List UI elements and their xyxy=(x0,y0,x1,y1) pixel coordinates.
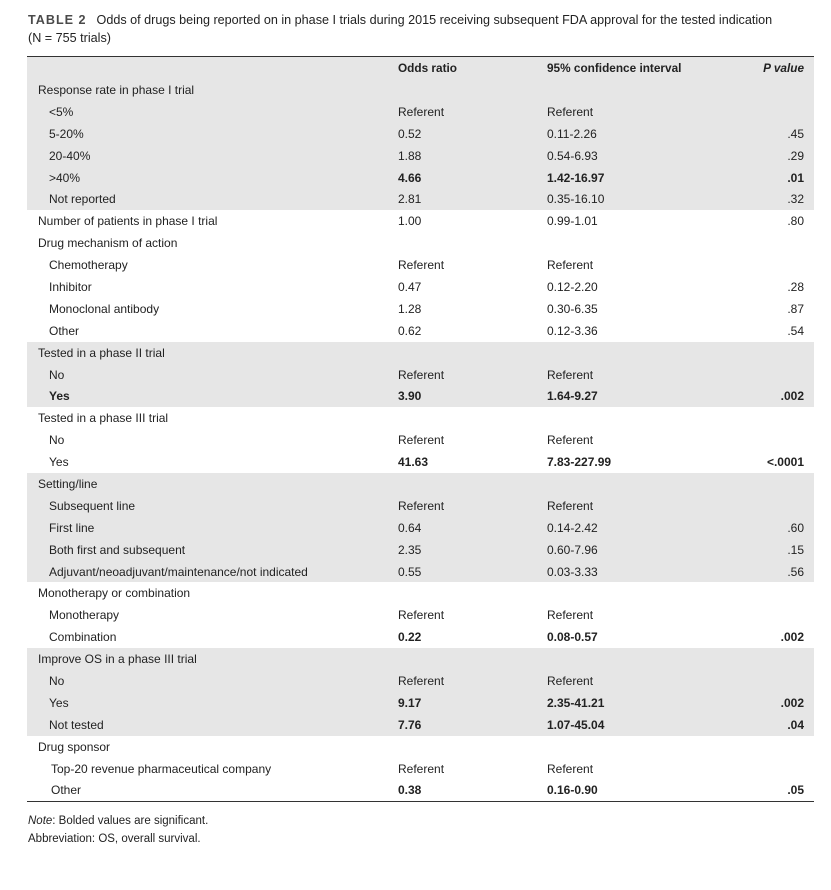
p-value-cell xyxy=(732,495,814,517)
p-value-cell xyxy=(732,232,814,254)
table-row xyxy=(27,648,814,670)
confidence-interval-cell: 0.12-3.36 xyxy=(547,323,598,338)
row-label: Adjuvant/neoadjuvant/maintenance/not indicated xyxy=(27,561,398,583)
odds-ratio-cell: 1.00 xyxy=(398,214,422,229)
odds-ratio-cell: 0.55 xyxy=(398,561,547,583)
p-value-cell xyxy=(732,648,814,670)
row-label: First line xyxy=(27,517,398,539)
table-label: TABLE 2 xyxy=(28,13,87,27)
p-value-cell: .29 xyxy=(732,145,814,167)
table-row xyxy=(27,254,814,276)
confidence-interval-cell: Referent xyxy=(547,258,594,273)
confidence-interval-cell xyxy=(547,473,732,495)
row-label: Tested in a phase II trial xyxy=(27,342,398,364)
table-row xyxy=(27,604,814,626)
odds-ratio-cell: 0.62 xyxy=(398,323,422,338)
table-caption xyxy=(28,11,818,47)
results-table-wrapper xyxy=(27,56,814,802)
table-header-row xyxy=(27,57,814,80)
odds-ratio-cell: 2.35 xyxy=(398,539,547,561)
p-value-cell: <.0001 xyxy=(766,455,804,470)
odds-ratio-cell xyxy=(398,473,547,495)
confidence-interval-cell: 2.35-41.21 xyxy=(547,692,732,714)
row-label: <5% xyxy=(27,101,398,123)
row-label: Inhibitor xyxy=(49,279,92,294)
odds-ratio-cell xyxy=(398,79,547,101)
row-label: Both first and subsequent xyxy=(27,539,398,561)
table-row xyxy=(27,101,814,123)
confidence-interval-cell: 0.16-0.90 xyxy=(547,780,732,802)
p-value-cell: .002 xyxy=(732,385,814,407)
odds-ratio-cell xyxy=(398,232,547,254)
table-row xyxy=(27,582,814,604)
row-label: Setting/line xyxy=(27,473,398,495)
p-value-cell xyxy=(732,582,814,604)
table-row xyxy=(27,780,814,802)
confidence-interval-cell: 7.83-227.99 xyxy=(547,455,612,470)
table-row xyxy=(27,714,814,736)
p-value-cell xyxy=(732,342,814,364)
p-value-cell xyxy=(732,407,814,429)
odds-ratio-cell: Referent xyxy=(398,608,445,623)
odds-ratio-cell xyxy=(398,648,547,670)
row-label: Subsequent line xyxy=(27,495,398,517)
p-value-cell xyxy=(732,736,814,758)
header-odds-ratio: Odds ratio xyxy=(398,57,547,80)
odds-ratio-cell: 41.63 xyxy=(398,455,429,470)
confidence-interval-cell: 0.54-6.93 xyxy=(547,145,732,167)
table-row xyxy=(27,429,814,451)
confidence-interval-cell: 0.60-7.96 xyxy=(547,539,732,561)
p-value-cell: .87 xyxy=(787,301,804,316)
row-label: Other xyxy=(27,780,398,802)
row-label: Monoclonal antibody xyxy=(49,301,160,316)
confidence-interval-cell xyxy=(547,407,732,429)
row-label: Yes xyxy=(49,455,69,470)
table-row xyxy=(27,670,814,692)
row-label: Improve OS in a phase III trial xyxy=(27,648,398,670)
p-value-cell: .04 xyxy=(732,714,814,736)
table-row xyxy=(27,385,814,407)
odds-ratio-cell: 9.17 xyxy=(398,692,547,714)
p-value-cell xyxy=(732,254,814,276)
table-row xyxy=(27,364,814,386)
confidence-interval-cell xyxy=(547,648,732,670)
p-value-cell: .60 xyxy=(732,517,814,539)
table-row xyxy=(27,517,814,539)
row-label: Not reported xyxy=(27,188,398,210)
note-line xyxy=(28,812,208,830)
row-label: Yes xyxy=(27,385,398,407)
odds-ratio-cell: Referent xyxy=(398,258,445,273)
table-title: Odds of drugs being reported on in phase I trials during 2015 receiving subsequent FDA approval for the tested indication xyxy=(96,13,773,27)
table-row xyxy=(27,692,814,714)
table-row xyxy=(27,407,814,429)
p-value-cell: .32 xyxy=(732,188,814,210)
odds-ratio-cell: 0.22 xyxy=(398,630,422,645)
odds-ratio-cell: 1.28 xyxy=(398,301,422,316)
odds-ratio-cell: 3.90 xyxy=(398,385,547,407)
p-value-cell: .80 xyxy=(787,214,804,229)
odds-ratio-cell: 7.76 xyxy=(398,714,547,736)
row-label: Top-20 revenue pharmaceutical company xyxy=(51,761,272,776)
confidence-interval-cell: 0.12-2.20 xyxy=(547,279,598,294)
table-row xyxy=(27,539,814,561)
table-row xyxy=(27,123,814,145)
odds-ratio-cell: 0.38 xyxy=(398,780,547,802)
confidence-interval-cell: Referent xyxy=(547,495,732,517)
confidence-interval-cell xyxy=(547,232,732,254)
header-p-value xyxy=(732,57,814,80)
p-value-cell xyxy=(732,79,814,101)
confidence-interval-cell: 0.99-1.01 xyxy=(547,214,598,229)
confidence-interval-cell xyxy=(547,342,732,364)
p-value-cell: .01 xyxy=(732,167,814,189)
header-confidence-interval: 95% confidence interval xyxy=(547,57,732,80)
odds-ratio-cell: Referent xyxy=(398,670,547,692)
row-label: 5-20% xyxy=(27,123,398,145)
row-label: Response rate in phase I trial xyxy=(27,79,398,101)
table-row xyxy=(27,188,814,210)
row-label: Not tested xyxy=(27,714,398,736)
odds-ratio-cell xyxy=(398,736,547,758)
row-label: Tested in a phase III trial xyxy=(38,411,169,426)
table-row xyxy=(27,276,814,298)
row-label: No xyxy=(49,433,65,448)
table-n: (N = 755 trials) xyxy=(28,31,111,45)
table-row xyxy=(27,561,814,583)
row-label: Yes xyxy=(27,692,398,714)
confidence-interval-cell: Referent xyxy=(547,670,732,692)
row-label: No xyxy=(27,364,398,386)
confidence-interval-cell: Referent xyxy=(547,433,594,448)
confidence-interval-cell: 1.07-45.04 xyxy=(547,714,732,736)
row-label: Number of patients in phase I trial xyxy=(38,214,218,229)
table-row xyxy=(27,495,814,517)
table-row xyxy=(27,210,814,232)
odds-ratio-cell: 1.88 xyxy=(398,145,547,167)
p-value-cell xyxy=(732,670,814,692)
results-table xyxy=(27,56,814,802)
row-label: 20-40% xyxy=(27,145,398,167)
confidence-interval-cell: Referent xyxy=(547,761,594,776)
row-label: Drug sponsor xyxy=(38,739,111,754)
table-row xyxy=(27,145,814,167)
table-row xyxy=(27,342,814,364)
confidence-interval-cell: Referent xyxy=(547,364,732,386)
table-body xyxy=(27,79,814,802)
row-label: Other xyxy=(49,323,80,338)
p-value-cell: .28 xyxy=(787,279,804,294)
row-label: Drug mechanism of action xyxy=(38,236,178,251)
note-prefix: Note xyxy=(28,815,53,827)
p-value-cell: .05 xyxy=(732,780,814,802)
odds-ratio-cell xyxy=(398,342,547,364)
p-value-cell xyxy=(732,429,814,451)
odds-ratio-cell: 4.66 xyxy=(398,167,547,189)
note-text: : Bolded values are significant. xyxy=(52,815,209,827)
odds-ratio-cell: 2.81 xyxy=(398,188,547,210)
p-value-cell xyxy=(732,364,814,386)
odds-ratio-cell: Referent xyxy=(398,433,445,448)
row-label: Monotherapy xyxy=(49,608,120,623)
table-row xyxy=(27,758,814,780)
odds-ratio-cell: 0.64 xyxy=(398,517,547,539)
confidence-interval-cell: 1.64-9.27 xyxy=(547,385,732,407)
odds-ratio-cell xyxy=(398,407,547,429)
header-variable xyxy=(27,57,398,80)
p-value-cell: .002 xyxy=(780,630,804,645)
odds-ratio-cell: Referent xyxy=(398,364,547,386)
table-row xyxy=(27,451,814,473)
odds-ratio-cell: 0.52 xyxy=(398,123,547,145)
table-row xyxy=(27,626,814,648)
p-value-cell xyxy=(732,604,814,626)
header-p-value-label: P value xyxy=(763,61,804,75)
p-value-cell: .45 xyxy=(732,123,814,145)
table-row xyxy=(27,298,814,320)
odds-ratio-cell: Referent xyxy=(398,495,547,517)
p-value-cell: .56 xyxy=(732,561,814,583)
row-label: Monotherapy or combination xyxy=(38,586,191,601)
p-value-cell xyxy=(732,758,814,780)
p-value-cell: .54 xyxy=(787,323,804,338)
odds-ratio-cell: Referent xyxy=(398,101,547,123)
confidence-interval-cell: Referent xyxy=(547,101,732,123)
confidence-interval-cell xyxy=(547,582,732,604)
odds-ratio-cell: Referent xyxy=(398,761,445,776)
confidence-interval-cell: 0.35-16.10 xyxy=(547,188,732,210)
confidence-interval-cell: 0.08-0.57 xyxy=(547,630,598,645)
confidence-interval-cell xyxy=(547,736,732,758)
confidence-interval-cell: 0.03-3.33 xyxy=(547,561,732,583)
confidence-interval-cell: 1.42-16.97 xyxy=(547,167,732,189)
odds-ratio-cell: 0.47 xyxy=(398,279,422,294)
table-row xyxy=(27,320,814,342)
p-value-cell xyxy=(732,101,814,123)
table-row xyxy=(27,79,814,101)
confidence-interval-cell xyxy=(547,79,732,101)
row-label: Combination xyxy=(49,630,117,645)
table-row xyxy=(27,736,814,758)
p-value-cell xyxy=(732,473,814,495)
table-row xyxy=(27,473,814,495)
odds-ratio-cell xyxy=(398,582,547,604)
table-row xyxy=(27,167,814,189)
confidence-interval-cell: 0.11-2.26 xyxy=(547,123,732,145)
row-label: Chemotherapy xyxy=(49,258,128,273)
confidence-interval-cell: Referent xyxy=(547,608,594,623)
row-label: No xyxy=(27,670,398,692)
table-notes xyxy=(28,812,208,848)
p-value-cell: .15 xyxy=(732,539,814,561)
confidence-interval-cell: 0.14-2.42 xyxy=(547,517,732,539)
abbreviation-line: Abbreviation: OS, overall survival. xyxy=(28,833,201,845)
confidence-interval-cell: 0.30-6.35 xyxy=(547,301,598,316)
table-row xyxy=(27,232,814,254)
row-label: >40% xyxy=(27,167,398,189)
p-value-cell: .002 xyxy=(732,692,814,714)
